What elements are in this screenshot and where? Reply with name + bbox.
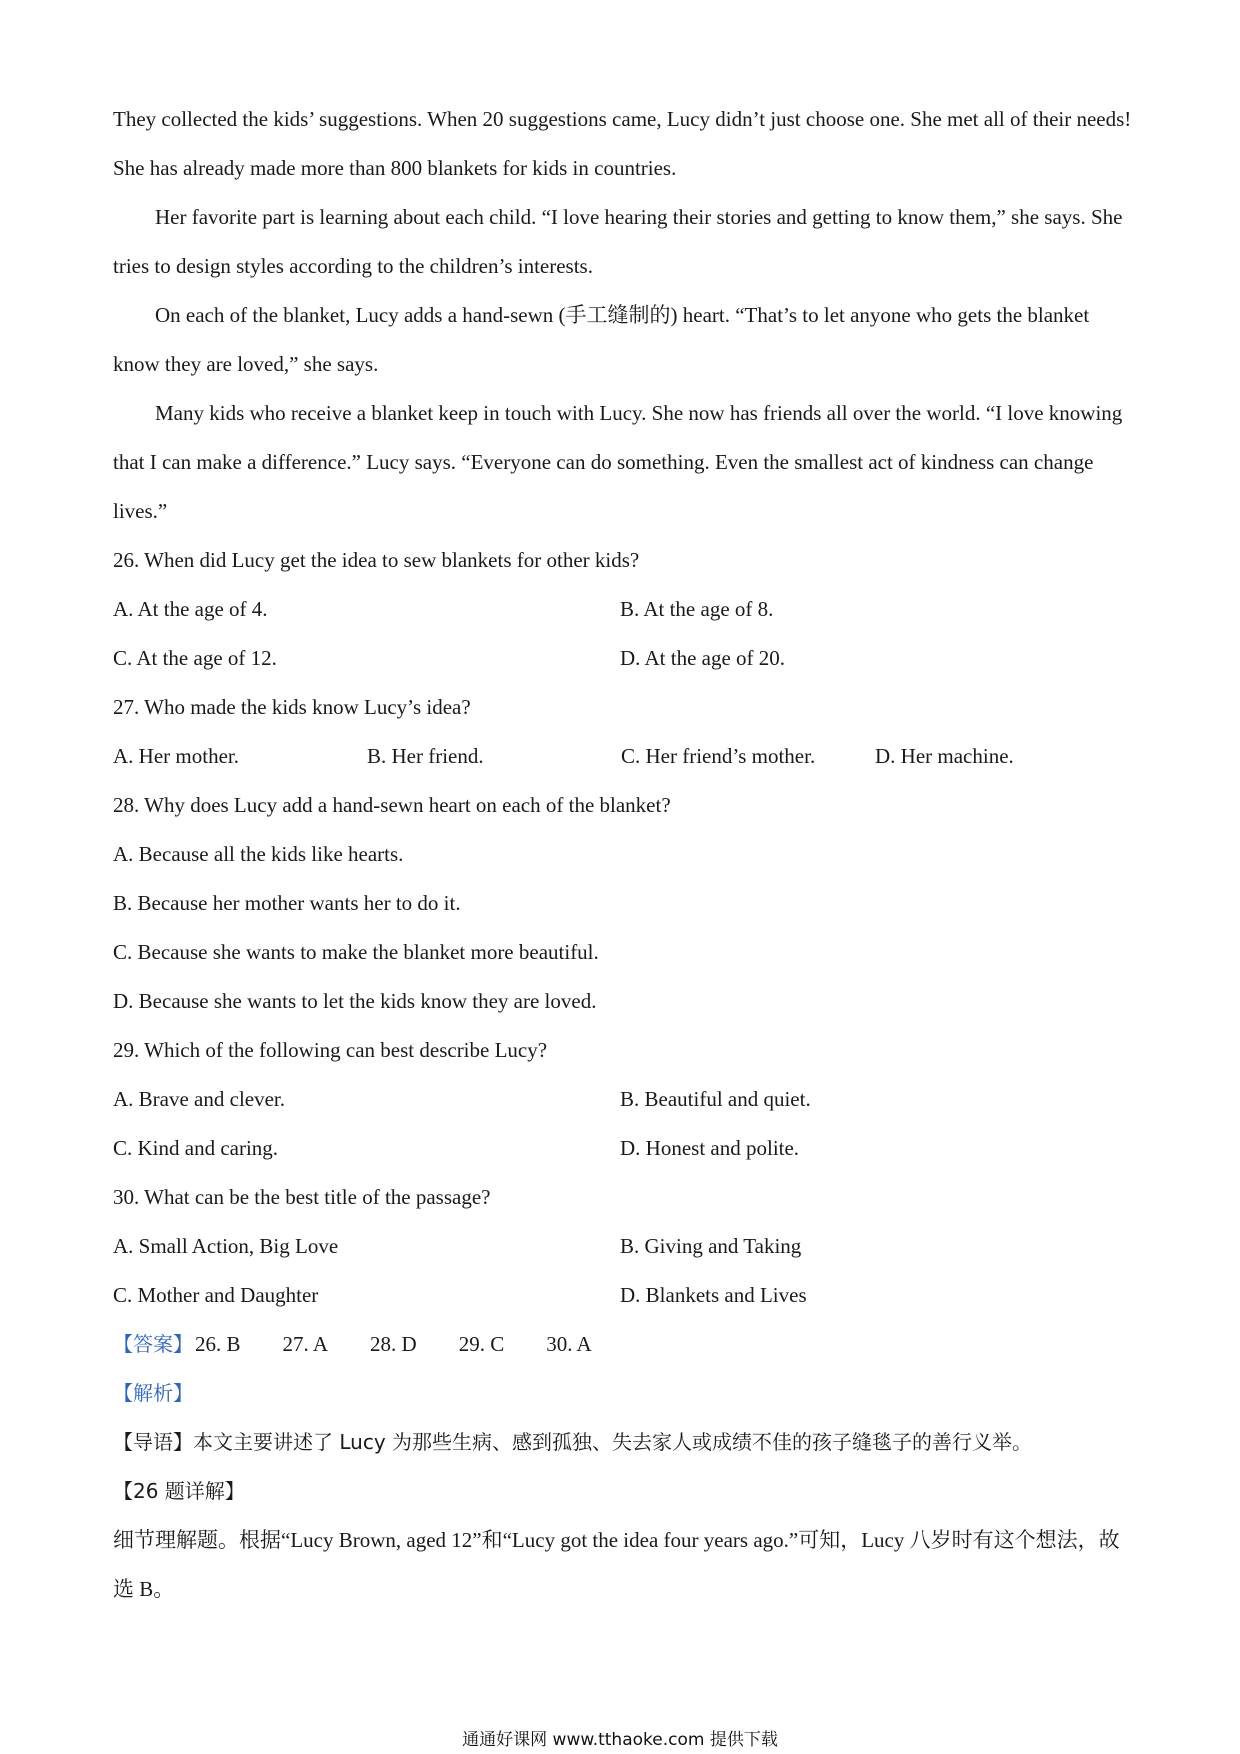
question-29-option-b: B. Beautiful and quiet. <box>620 1087 811 1111</box>
question-27-option-b: B. Her friend. <box>367 744 484 768</box>
question-26-option-d: D. At the age of 20. <box>620 646 786 670</box>
passage-paragraph-1: They collected the kids’ suggestions. When 20 suggestions came, Lucy didn’t just choose one. She met all of their needs! She has already made more than 800 blankets for kids in countries. <box>113 107 1132 180</box>
question-30-option-b: B. Giving and Taking <box>620 1234 802 1258</box>
question-28-stem: 28. Why does Lucy add a hand-sewn heart on each of the blanket? <box>113 793 671 817</box>
question-29-option-d: D. Honest and polite. <box>620 1136 800 1160</box>
analysis-label: 【解析】 <box>113 1381 193 1405</box>
answer-label: 【答案】 <box>113 1332 193 1356</box>
answer-27: 27. A <box>282 1332 329 1356</box>
question-29-options-row-1 <box>113 1075 1133 1124</box>
q26-detail-text: 细节理解题。根据“Lucy Brown, aged 12”和“Lucy got the idea four years ago.”可知，Lucy 八岁时有这个想法，故选 B。 <box>113 1528 1120 1601</box>
answer-29: 29. C <box>458 1332 505 1356</box>
document-content <box>113 95 1133 1614</box>
question-27-options-row <box>113 732 1133 781</box>
question-28-option-d: D. Because she wants to let the kids know they are loved. <box>113 989 597 1013</box>
intro-label: 【导语】 <box>113 1430 193 1454</box>
question-30-options-row-1 <box>113 1222 1133 1271</box>
answer-26: 26. B <box>195 1332 241 1356</box>
question-26-option-c: C. At the age of 12. <box>113 646 277 670</box>
question-27-option-a: A. Her mother. <box>113 744 239 768</box>
question-26-option-a: A. At the age of 4. <box>113 597 268 621</box>
question-29-option-c: C. Kind and caring. <box>113 1136 279 1160</box>
question-29-option-a: A. Brave and clever. <box>113 1087 286 1111</box>
intro-paragraph <box>113 1418 1133 1467</box>
question-26-option-b: B. At the age of 8. <box>620 597 774 621</box>
q26-detail-label: 【26 题详解】 <box>113 1479 245 1503</box>
passage-paragraph-4: Many kids who receive a blanket keep in touch with Lucy. She now has friends all over the world. “I love knowing that I can make a difference.” Lucy says. “Everyone can do something. Even the smallest act of kindness can change lives.” <box>113 401 1123 523</box>
question-30-option-c: C. Mother and Daughter <box>113 1283 319 1307</box>
question-28-option-c: C. Because she wants to make the blanket more beautiful. <box>113 940 599 964</box>
question-26-stem: 26. When did Lucy get the idea to sew blankets for other kids? <box>113 548 640 572</box>
answer-28: 28. D <box>370 1332 417 1356</box>
answer-key-row <box>113 1320 1133 1369</box>
question-30-option-a: A. Small Action, Big Love <box>113 1234 339 1258</box>
question-27-option-d: D. Her machine. <box>875 744 1014 768</box>
page-footer: 通通好课网 www.tthaoke.com 提供下载 <box>462 1730 778 1750</box>
passage-paragraph-3: On each of the blanket, Lucy adds a hand-sewn (手工缝制的) heart. “That’s to let anyone who gets the blanket know they are loved,” she says. <box>113 303 1090 376</box>
passage-paragraph-2: Her favorite part is learning about each child. “I love hearing their stories and getting to know them,” she says. She tries to design styles according to the children’s interests. <box>113 205 1123 278</box>
question-28-option-b: B. Because her mother wants her to do it. <box>113 891 461 915</box>
question-27-option-c: C. Her friend’s mother. <box>621 744 816 768</box>
question-30-stem: 30. What can be the best title of the passage? <box>113 1185 491 1209</box>
answer-30: 30. A <box>546 1332 592 1356</box>
question-30-options-row-2 <box>113 1271 1133 1320</box>
intro-text: 本文主要讲述了 Lucy 为那些生病、感到孤独、失去家人或成绩不佳的孩子缝毯子的善行义举。 <box>193 1430 1033 1454</box>
question-26-options-row-2 <box>113 634 1133 683</box>
question-27-stem: 27. Who made the kids know Lucy’s idea? <box>113 695 471 719</box>
question-28-option-a: A. Because all the kids like hearts. <box>113 842 404 866</box>
question-26-options-row-1 <box>113 585 1133 634</box>
question-30-option-d: D. Blankets and Lives <box>620 1283 807 1307</box>
question-29-stem: 29. Which of the following can best describe Lucy? <box>113 1038 548 1062</box>
question-29-options-row-2 <box>113 1124 1133 1173</box>
